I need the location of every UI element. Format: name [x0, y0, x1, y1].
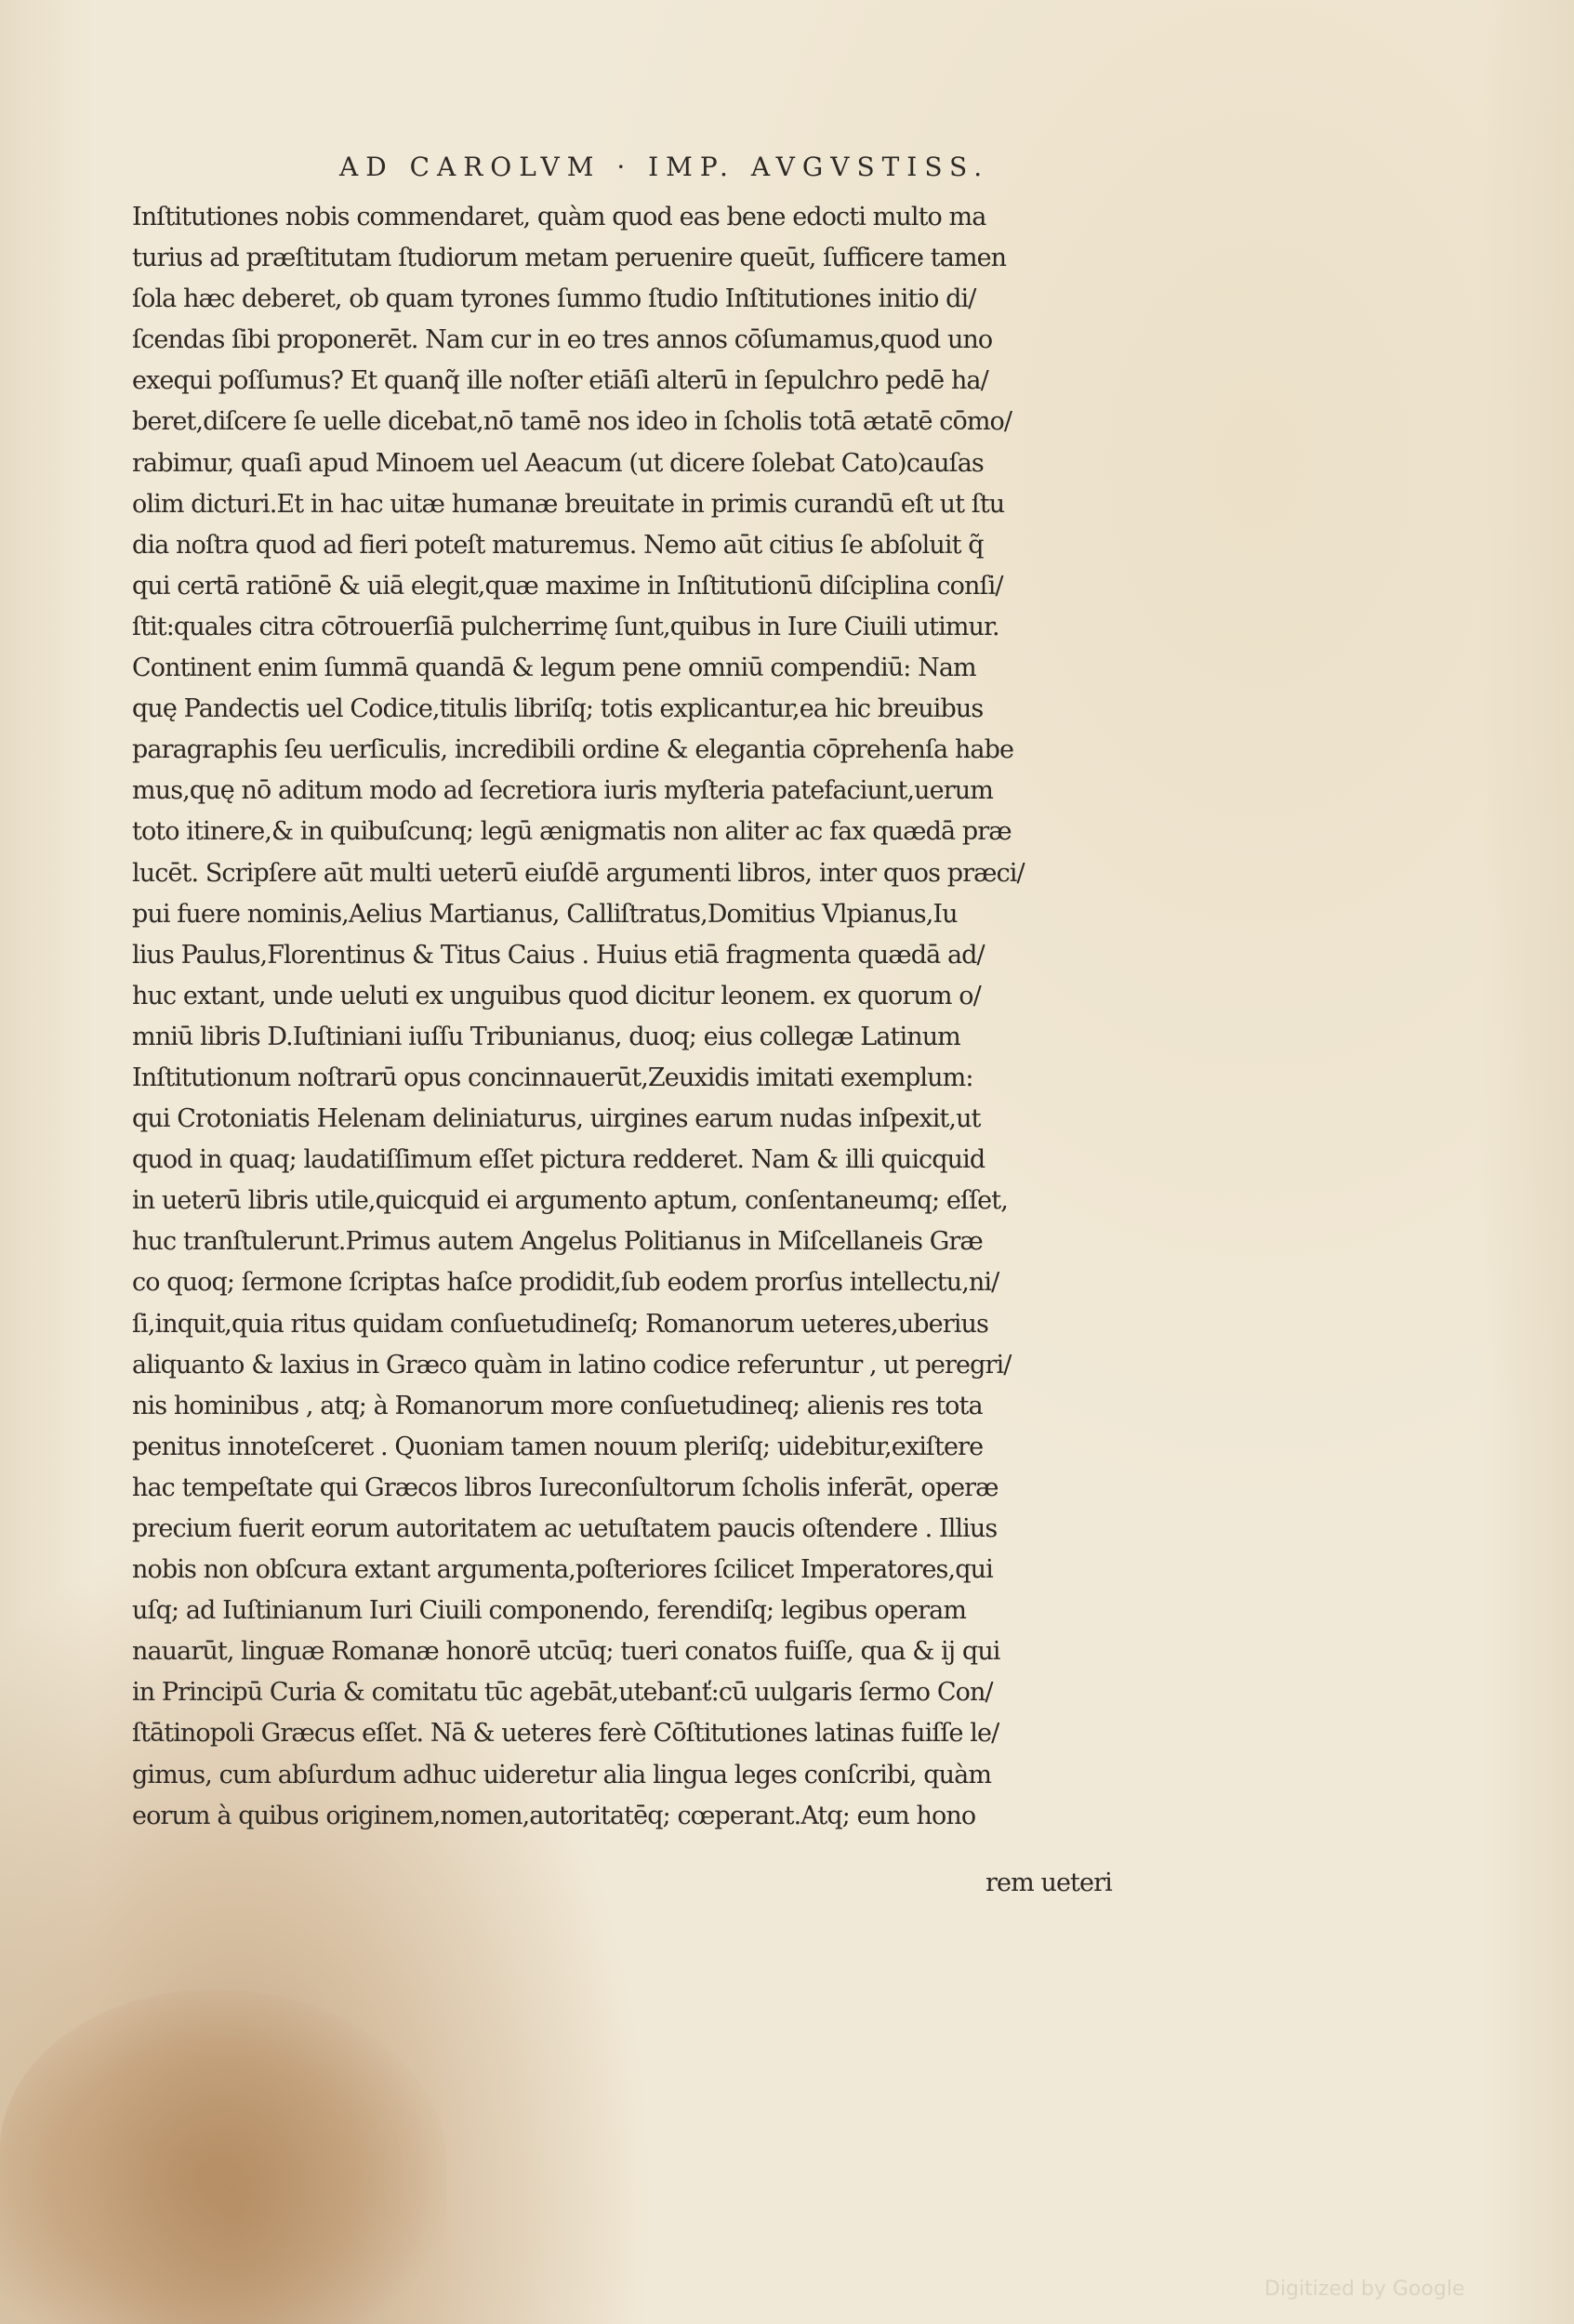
text-line: nis hominibus , atq; à Romanorum more conſuetudineq; alienis res tota [132, 1391, 983, 1420]
text-line: Inſtitutionum noſtrarū opus concinnauerūt,Zeuxidis imitati exemplum: [132, 1063, 973, 1092]
catchword: rem ueteri [985, 1868, 1112, 1897]
text-line: lius Paulus,Florentinus & Titus Caius . Huius etiā fragmenta quædā ad/ [132, 940, 985, 970]
water-stain [0, 1989, 446, 2324]
text-line: ſtātinopoli Græcus eſſet. Nā & ueteres ferè Cōſtitutiones latinas fuiſſe le/ [132, 1719, 999, 1749]
text-line: mus,quę nō aditum modo ad ſecretiora iuris myſteria patefaciunt,uerum [132, 776, 993, 806]
digitization-watermark: Digitized by Google [1264, 2278, 1465, 2301]
text-line: ſola hæc deberet, ob quam tyrones ſummo ſtudio Inſtitutiones initio di/ [132, 284, 976, 314]
text-line: lucēt. Scripſere aūt multi ueterū eiuſdē argumenti libros, inter quos præci/ [132, 858, 1025, 888]
text-line: hac tempeſtate qui Græcos libros Iureconſultorum ſcholis inferāt, operæ [132, 1472, 999, 1502]
text-line: ſtit:quales citra cōtrouerſiā pulcherrimę ſunt,quibus in Iure Ciuili utimur. [132, 612, 999, 641]
text-line: Inſtitutiones nobis commendaret, quàm quod eas bene edocti multo ma [132, 203, 986, 231]
text-line: nauarūt, linguæ Romanæ honorē utcūq; tueri conatos fuiſſe, qua & ij qui [132, 1637, 1000, 1667]
text-line: penitus innoteſceret . Quoniam tamen nouum pleriſq; uidebitur,exiſtere [132, 1432, 984, 1461]
text-line: co quoq; ſermone ſcriptas haſce prodidit,ſub eodem prorſus intellectu,ni/ [132, 1268, 999, 1298]
text-line: Continent enim ſummā quandā & legum pene omniū compendiū: Nam [132, 654, 976, 683]
text-line: olim dicturi.Et in hac uitæ humanæ breuitate in primis curandū eſt ut ſtu [132, 489, 1005, 519]
text-line: mniū libris D.Iuſtiniani iuſſu Tribunianus, duoq; eius collegæ Latinum [132, 1022, 960, 1051]
text-line: qui Crotoniatis Helenam deliniaturus, uirgines earum nudas inſpexit,ut [132, 1104, 981, 1134]
text-line: in ueterū libris utile,quicquid ei argumento aptum, conſentaneumq; eſſet, [132, 1186, 1008, 1216]
text-line: huc tranſtulerunt.Primus autem Angelus Politianus in Miſcellaneis Græ [132, 1227, 983, 1257]
text-line: uſq; ad Iuſtinianum Iuri Ciuili componendo, ferendiſq; legibus operam [132, 1596, 967, 1626]
text-line: beret,diſcere ſe uelle dicebat,nō tamē nos ideo in ſcholis totā ætatē cōmo/ [132, 407, 1012, 437]
text-line: aliquanto & laxius in Græco quàm in latino codice referuntur , ut peregri/ [132, 1350, 1012, 1380]
text-line: quod in quaq; laudatiſſimum eſſet pictura redderet. Nam & illi quicquid [132, 1145, 985, 1175]
text-line: qui certā ratiōnē & uiā elegit,quæ maxime in Inſtitutionū diſciplina conſi/ [132, 571, 1003, 601]
text-line: in Principū Curia & comitatu tūc agebāt,utebanť:cū uulgaris ſermo Con/ [132, 1678, 993, 1708]
text-line: ſi,inquit,quia ritus quidam conſuetudineſq; Romanorum ueteres,uberius [132, 1309, 988, 1339]
text-line: huc extant, unde ueluti ex unguibus quod dicitur leonem. ex quorum o/ [132, 981, 981, 1010]
text-line: dia noſtra quod ad fieri poteſt maturemus. Nemo aūt citius ſe abſoluit q̃ [132, 530, 984, 560]
text-line: gimus, cum abſurdum adhuc uideretur alia lingua leges conſcribi, quàm [132, 1760, 992, 1789]
running-head: AD CAROLVM · IMP. AVGVSTISS. [339, 152, 990, 182]
text-line: turius ad præſtitutam ſtudiorum metam peruenire queūt, ſufficere tamen [132, 244, 1007, 273]
text-line: nobis non obſcura extant argumenta,poſteriores ſcilicet Imperatores,qui [132, 1555, 993, 1585]
body-text [132, 197, 1153, 1837]
text-line: paragraphis ſeu uerſiculis, incredibili ordine & elegantia cōprehenſa habe [132, 735, 1014, 765]
text-line: eorum à quibus originem,nomen,autoritatēq; cœperant.Atq; eum hono [132, 1801, 976, 1830]
text-line: exequi poſſumus? Et quanq̃ ille noſter etiāſi alterū in ſepulchro pedē ha/ [132, 366, 988, 396]
text-line: pui fuere nominis,Aelius Martianus, Calliſtratus,Domitius Vlpianus,Iu [132, 899, 958, 929]
text-line: quę Pandectis uel Codice,titulis libriſq; totis explicantur,ea hic breuibus [132, 694, 984, 724]
text-line: ſcendas ſibi proponerēt. Nam cur in eo tres annos cōſumamus,quod uno [132, 325, 993, 355]
text-line: toto itinere,& in quibuſcunq; legū ænigmatis non aliter ac fax quædā præ [132, 817, 1012, 847]
text-line: rabimur, quaſi apud Minoem uel Aeacum (ut dicere ſolebat Cato)cauſas [132, 448, 984, 478]
text-line: precium fuerit eorum autoritatem ac uetuſtatem paucis oſtendere . Illius [132, 1514, 998, 1543]
